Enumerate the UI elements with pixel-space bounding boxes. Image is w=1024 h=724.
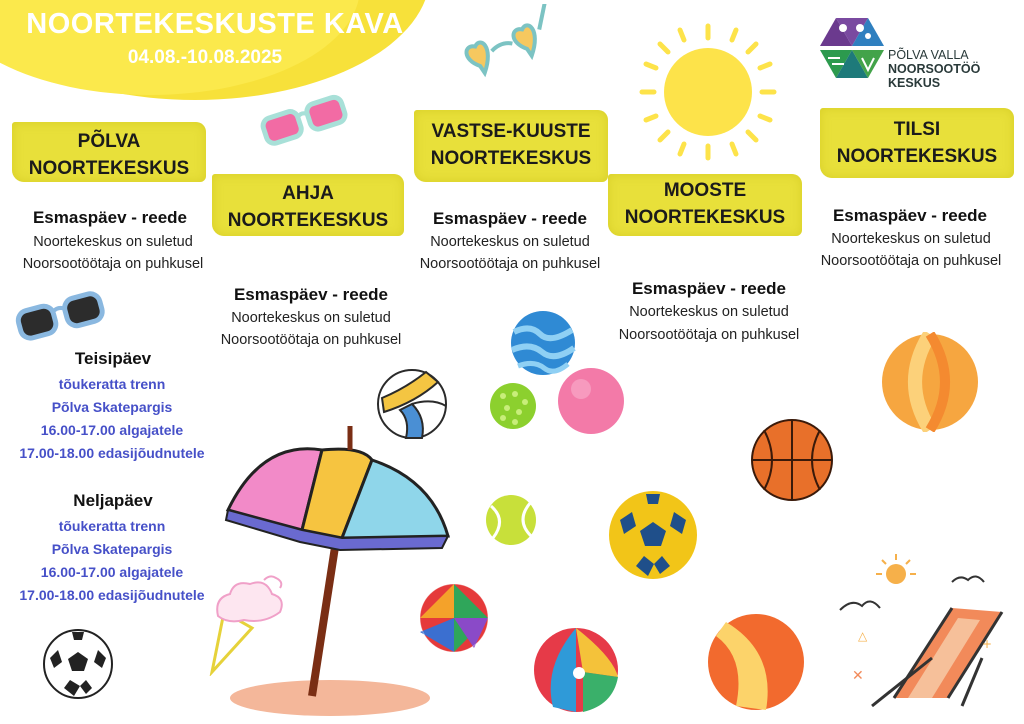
- thursday-location: Põlva Skatepargis: [51, 541, 173, 557]
- mooste-weekdays-heading: Esmaspäev - reede: [631, 279, 787, 298]
- vastse-name-line-2: NOORTEKESKUS: [430, 148, 592, 169]
- thursday-time-advanced: 17.00-18.00 edasijõudnutele: [19, 587, 205, 603]
- blue-sunglasses-icon: [14, 282, 106, 348]
- yellow-soccer-ball-icon: [608, 490, 698, 580]
- ice-cream-icon: [204, 572, 294, 676]
- mooste-status-closed: Noortekeskus on suletud: [629, 304, 789, 320]
- page-title: NOORTEKESKUSTE KAVA: [26, 8, 404, 40]
- pink-ball-icon: [557, 367, 625, 435]
- thursday-activity: tõukeratta trenn: [58, 518, 166, 534]
- soccer-ball-icon: [42, 628, 114, 700]
- svg-text:△: △: [858, 629, 868, 643]
- orange-beach-ball-icon: [706, 612, 806, 712]
- date-range: 04.08.-10.08.2025: [127, 47, 283, 68]
- sunglasses-icon: [255, 85, 355, 155]
- mooste-center-name: [608, 177, 802, 231]
- tennis-ball-icon: [485, 494, 537, 546]
- thursday-time-beginners: 16.00-17.00 algajatele: [40, 564, 184, 580]
- tilsi-weekdays-heading: Esmaspäev - reede: [832, 206, 988, 225]
- vastse-status-vacation: Noorsootöötaja on puhkusel: [419, 256, 601, 272]
- mooste-name-line-2: NOORTEKESKUS: [624, 207, 786, 228]
- beach-ball-icon: [880, 332, 980, 432]
- tilsi-status-vacation: Noorsootöötaja on puhkusel: [820, 253, 1002, 269]
- heart-glasses-icon: [458, 4, 568, 94]
- svg-text:+: +: [982, 637, 993, 651]
- ahja-status-vacation: Noorsootöötaja on puhkusel: [220, 332, 402, 348]
- deck-chair-icon: [832, 548, 1012, 716]
- ahja-status-closed: Noortekeskus on suletud: [231, 310, 391, 326]
- tuesday-activity: tõukeratta trenn: [58, 376, 166, 392]
- ahja-name-line-1: AHJA: [282, 183, 334, 204]
- polva-status-closed: Noortekeskus on suletud: [33, 234, 193, 250]
- tuesday-location: Põlva Skatepargis: [51, 399, 173, 415]
- tilsi-center-name: [820, 116, 1014, 170]
- logo-line-2: NOORSOOTÖÖ: [888, 62, 981, 76]
- mooste-name-line-1: MOOSTE: [663, 180, 747, 201]
- ahja-name-line-2: NOORTEKESKUS: [227, 210, 389, 231]
- mooste-status-vacation: Noorsootöötaja on puhkusel: [618, 327, 800, 343]
- tuesday-time-beginners: 16.00-17.00 algajatele: [40, 422, 184, 438]
- polva-weekdays-heading: Esmaspäev - reede: [32, 208, 188, 227]
- basketball-icon: [750, 418, 834, 502]
- tuesday-time-advanced: 17.00-18.00 edasijõudnutele: [19, 445, 205, 461]
- vastse-status-closed: Noortekeskus on suletud: [430, 234, 590, 250]
- logo-mark-icon: [818, 14, 888, 84]
- tuesday-heading: Teisipäev: [74, 349, 152, 368]
- organization-logo: [818, 14, 998, 94]
- vastse-center-name: [414, 118, 608, 172]
- tilsi-status-closed: Noortekeskus on suletud: [831, 231, 991, 247]
- tilsi-name-line-2: NOORTEKESKUS: [836, 146, 998, 167]
- ahja-weekdays-heading: Esmaspäev - reede: [233, 285, 389, 304]
- polva-name-line-2: NOORTEKESKUS: [28, 158, 190, 179]
- tilsi-name-line-1: TILSI: [893, 119, 941, 140]
- logo-line-1: PÕLVA VALLA: [888, 48, 969, 62]
- vastse-weekdays-heading: Esmaspäev - reede: [432, 209, 588, 228]
- polva-center-name: [12, 128, 206, 182]
- polva-status-vacation: Noorsootöötaja on puhkusel: [22, 256, 204, 272]
- logo-line-3: KESKUS: [888, 76, 941, 90]
- vastse-name-line-1: VASTSE-KUUSTE: [431, 121, 591, 142]
- thursday-heading: Neljapäev: [73, 491, 153, 510]
- polva-name-line-1: PÕLVA: [77, 131, 141, 152]
- svg-text:✕: ✕: [852, 668, 864, 684]
- multicolor-beach-ball-icon: [533, 627, 619, 713]
- sun-icon: [638, 22, 778, 162]
- ahja-center-name: [212, 180, 404, 234]
- green-ball-icon: [489, 382, 537, 430]
